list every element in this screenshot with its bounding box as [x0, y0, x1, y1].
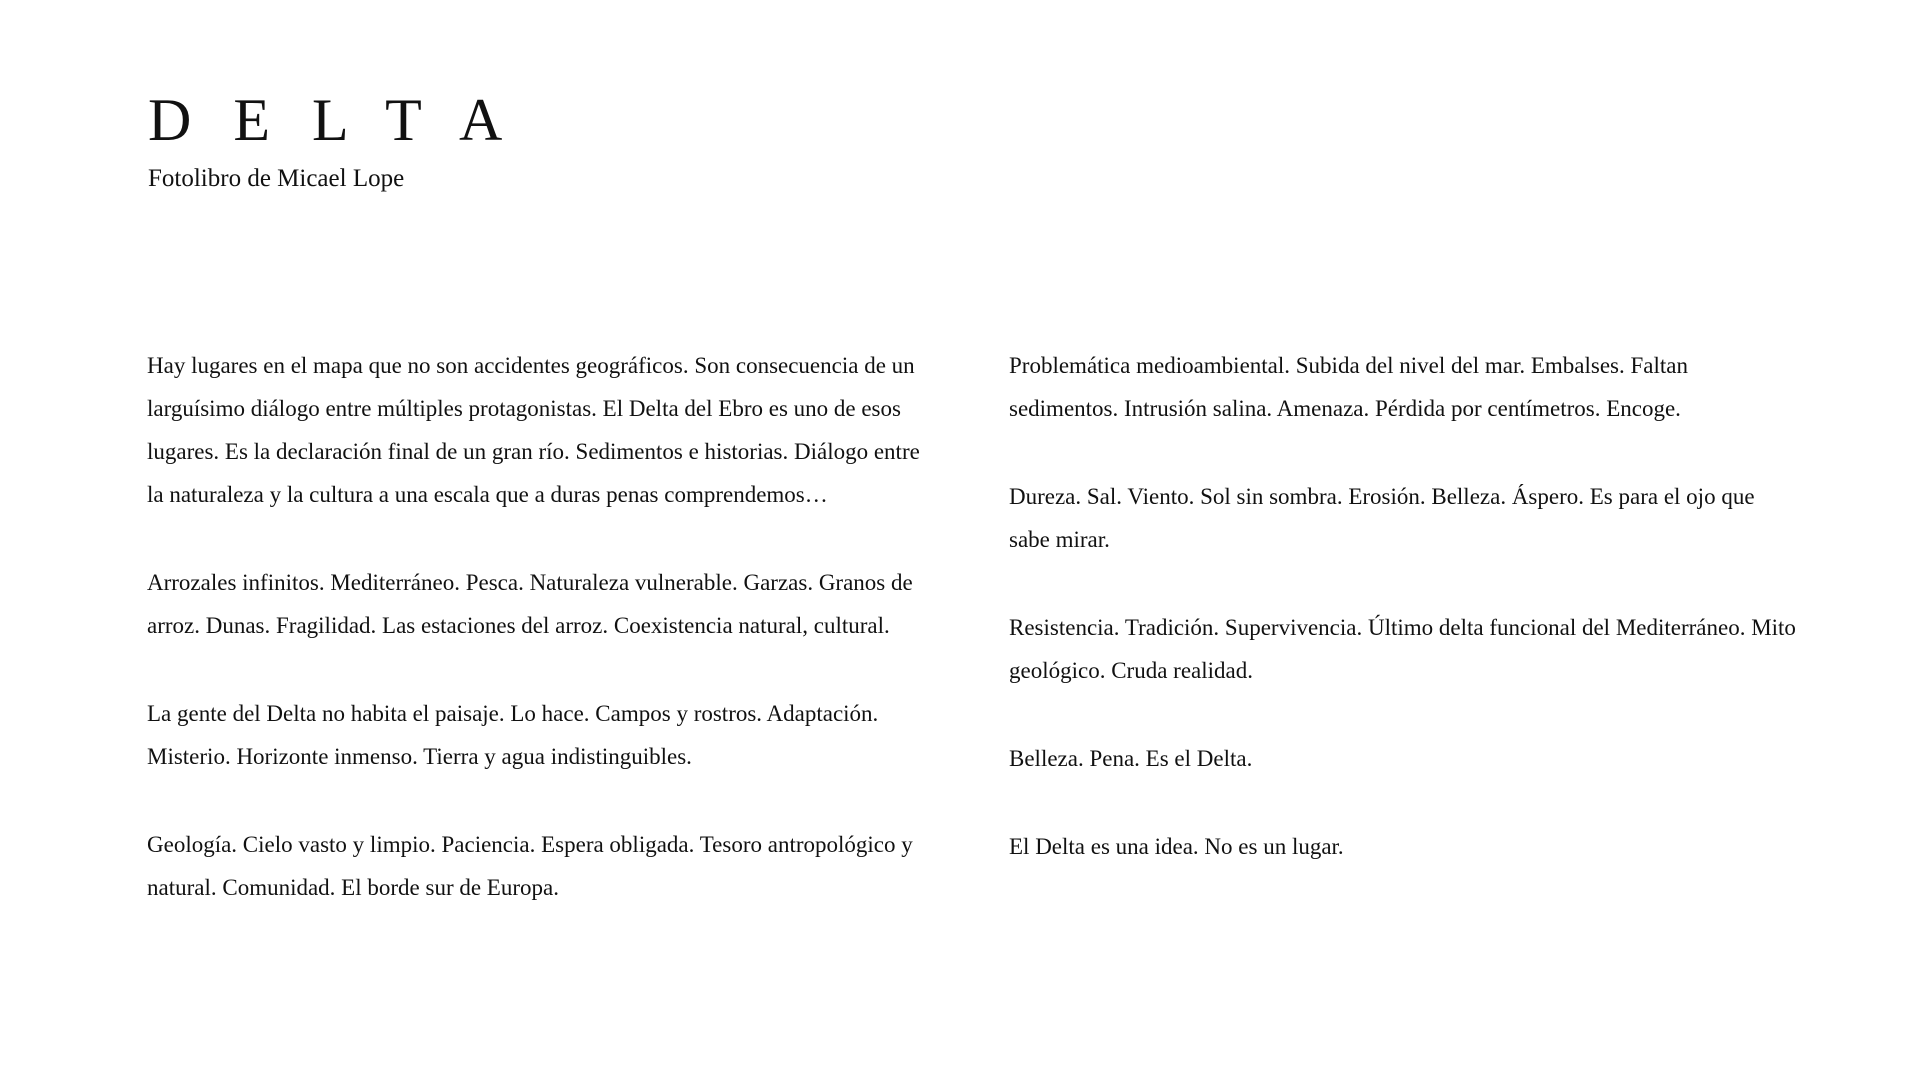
right-column — [1009, 344, 1799, 913]
paragraph: Problemática medioambiental. Subida del nivel del mar. Embalses. Faltan sedimentos. Intrusión salina. Amenaza. Pérdida por centímetros. Encoge. — [1009, 353, 1688, 421]
page-subtitle: Fotolibro de Micael Lope — [148, 165, 405, 192]
paragraph: Hay lugares en el mapa que no son accidentes geográficos. Son consecuencia de un larguísimo diálogo entre múltiples protagonistas. El Delta del Ebro es uno de esos lugares. Es la declaración final de un gran río. Sedimentos e historias. Diálogo entre la naturaleza y la cultura a una escala que a duras penas comprendemos… — [147, 353, 920, 507]
page-title: DELTA — [148, 87, 545, 153]
paragraph: La gente del Delta no habita el paisaje. Lo hace. Campos y rostros. Adaptación. Misterio. Horizonte inmenso. Tierra y agua indistinguibles. — [147, 701, 879, 769]
paragraph: Resistencia. Tradición. Supervivencia. Último delta funcional del Mediterráneo. Mito geológico. Cruda realidad. — [1009, 615, 1796, 683]
paragraph: El Delta es una idea. No es un lugar. — [1009, 834, 1344, 859]
paragraph: Belleza. Pena. Es el Delta. — [1009, 746, 1253, 771]
page-header — [148, 84, 544, 196]
paragraph: Geología. Cielo vasto y limpio. Paciencia. Espera obligada. Tesoro antropológico y natural. Comunidad. El borde sur de Europa. — [147, 832, 913, 900]
paragraph: Dureza. Sal. Viento. Sol sin sombra. Erosión. Belleza. Áspero. Es para el ojo que sabe mirar. — [1009, 484, 1755, 552]
paragraph: Arrozales infinitos. Mediterráneo. Pesca. Naturaleza vulnerable. Garzas. Granos de arroz. Dunas. Fragilidad. Las estaciones del arroz. Coexistencia natural, cultural. — [147, 570, 913, 638]
left-column — [147, 344, 937, 954]
